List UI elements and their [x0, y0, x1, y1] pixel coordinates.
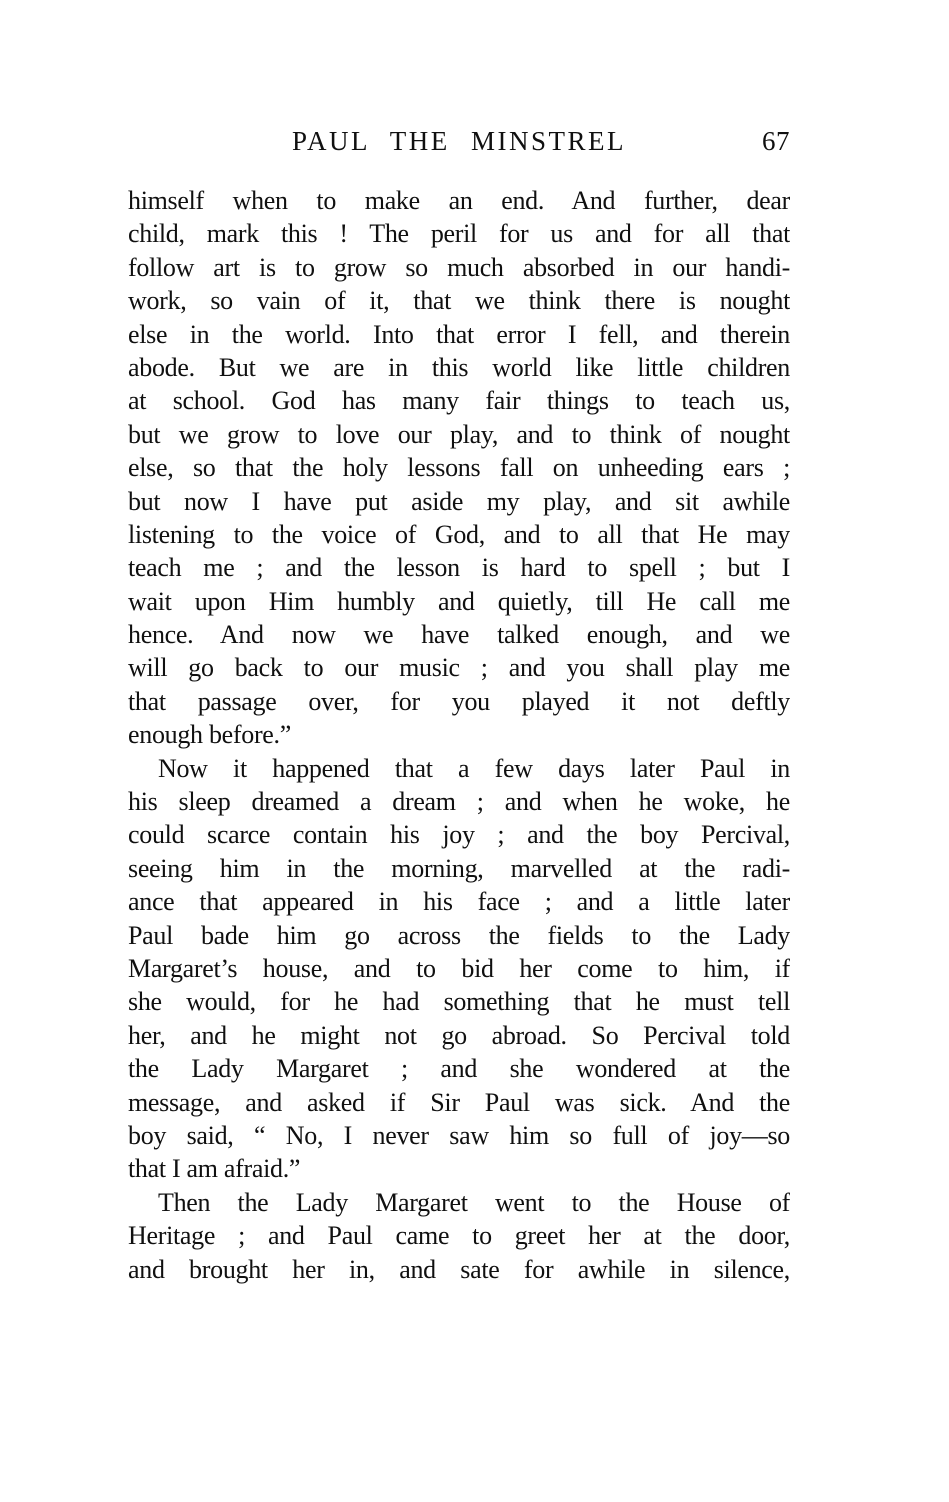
text-line: Paul bade him go across the fields to the Lady [128, 920, 790, 950]
text-line: her, and he might not go abroad. So Percival told [128, 1020, 790, 1050]
text-line: Heritage ; and Paul came to greet her at the door, [128, 1221, 790, 1251]
chapter-title: PAUL THE MINSTREL [291, 126, 627, 156]
text-line: listening to the voice of God, and to all that He may [128, 519, 790, 549]
text-line: himself when to make an end. And further, dear [128, 186, 790, 215]
text-line: but now I have put aside my play, and sit awhile [128, 486, 790, 516]
text-line: will go back to our music ; and you shall play me [128, 653, 790, 683]
text-line: but we grow to love our play, and to think of nought [128, 419, 790, 449]
text-line: enough before.” [128, 720, 291, 750]
text-line: that I am afraid.” [128, 1154, 301, 1184]
text-line: boy said, “ No, I never saw him so full of joy—so [128, 1120, 790, 1150]
text-line: work, so vain of it, that we think there is nought [128, 286, 790, 316]
text-block [128, 184, 790, 1286]
text-line: Now it happened that a few days later Paul in [158, 753, 790, 783]
text-line: could scarce contain his joy ; and the boy Percival, [128, 820, 790, 850]
text-line: follow art is to grow so much absorbed in our handi- [128, 252, 790, 282]
text-line: Margaret’s house, and to bid her come to him, if [128, 953, 790, 983]
text-line: his sleep dreamed a dream ; and when he woke, he [128, 787, 790, 817]
text-line: abode. But we are in this world like little children [128, 352, 790, 382]
text-line: Then the Lady Margaret went to the House of [158, 1187, 790, 1217]
text-line: teach me ; and the lesson is hard to spell ; but I [128, 553, 790, 583]
text-line: hence. And now we have talked enough, and we [128, 620, 790, 650]
text-line: the Lady Margaret ; and she wondered at the [128, 1054, 790, 1084]
text-line: message, and asked if Sir Paul was sick. And the [128, 1087, 790, 1117]
text-line: ance that appeared in his face ; and a little later [128, 887, 790, 917]
text-line: wait upon Him humbly and quietly, till He call me [128, 586, 790, 616]
text-line: that passage over, for you played it not deftly [128, 686, 790, 716]
text-line: at school. God has many fair things to teach us, [128, 386, 790, 416]
text-line: seeing him in the morning, marvelled at the radi- [128, 853, 790, 883]
text-line: child, mark this ! The peril for us and for all that [128, 219, 790, 249]
text-line: she would, for he had something that he must tell [128, 987, 790, 1017]
page-number: 67 [762, 126, 790, 156]
running-header [128, 126, 790, 157]
text-line: and brought her in, and sate for awhile in silence, [128, 1254, 790, 1284]
text-line: else in the world. Into that error I fell, and therein [128, 319, 790, 349]
text-line: else, so that the holy lessons fall on unheeding ears ; [128, 453, 790, 483]
